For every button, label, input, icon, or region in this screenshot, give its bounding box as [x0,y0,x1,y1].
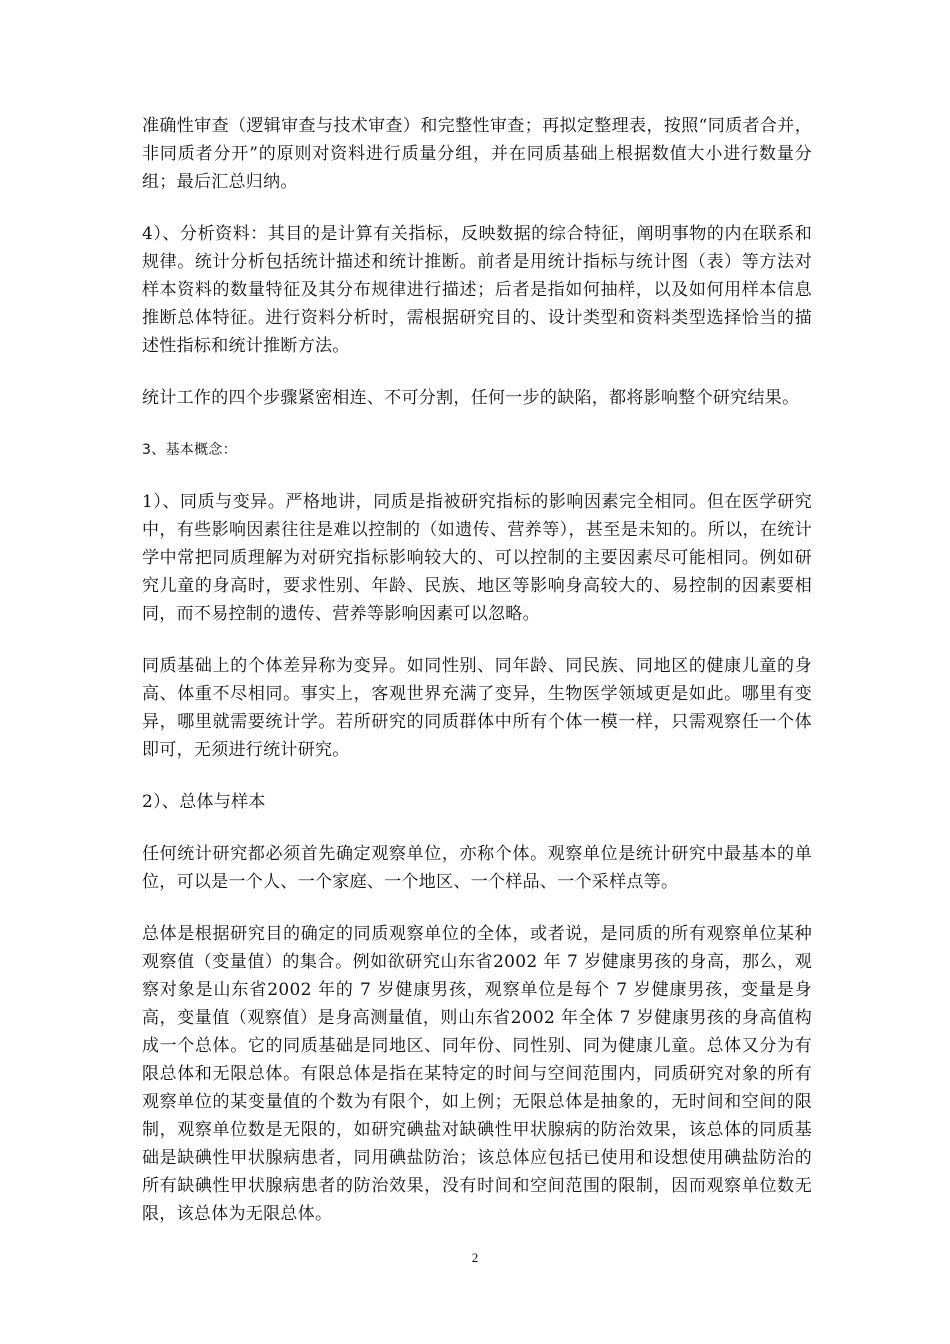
document-body [142,112,812,1252]
paragraph-analysis: 4）、分析资料：其目的是计算有关指标，反映数据的综合特征，阐明事物的内在联系和规律。统计分析包括统计描述和统计推断。前者是用统计指标与统计图（表）等方法对样本资料的数量特征及其分布规律进行描述；后者是指如何抽样，以及如何用样本信息推断总体特征。进行资料分析时，需根据研究目的、设计类型和资料类型选择恰当的描述性指标和统计推断方法。 [142,224,812,356]
paragraph-data-review: 准确性审查（逻辑审查与技术审查）和完整性审查；再拟定整理表，按照“同质者合并，非同质者分开”的原则对资料进行质量分组，并在同质基础上根据数值大小进行数量分组；最后汇总归纳。 [142,116,812,192]
page-number: 2 [471,1250,479,1265]
paragraph-population: 总体是根据研究目的确定的同质观察单位的全体，或者说，是同质的所有观察单位某种观察值（变量值）的集合。例如欲研究山东省2002 年 7 岁健康男孩的身高，那么，观察对象是山东省2002 年的 7 岁健康男孩，观察单位是每个 7 岁健康男孩，变量是身高，变量值（观察值）是身高测量值，则山东省2002 年全体 7 岁健康男孩的身高值构成一个总体。它的同质基础是同地区、同年份、同性别、同为健康儿童。总体又分为有限总体和无限总体。有限总体是指在某特定的时间与空间范围内，同质研究对象的所有观察单位的某变量值的个数为有限个，如上例；无限总体是抽象的，无时间和空间的限制，观察单位数是无限的，如研究碘盐对缺碘性甲状腺病的防治效果，该总体的同质基础是缺碘性甲状腺病患者，同用碘盐防治；该总体应包括已使用和设想使用碘盐防治的所有缺碘性甲状腺病患者的防治效果，没有时间和空间范围的限制，因而观察单位数无限，该总体为无限总体。 [142,924,812,1224]
paragraph-four-steps: 统计工作的四个步骤紧密相连、不可分割，任何一步的缺陷，都将影响整个研究结果。 [142,388,800,408]
section-heading-basic-concepts: 3、基本概念： [142,442,238,458]
paragraph-homogeneity: 1）、同质与变异。严格地讲，同质是指被研究指标的影响因素完全相同。但在医学研究中，有些影响因素往往是难以控制的（如遗传、营养等），甚至是未知的。所以，在统计学中常把同质理解为对研究指标影响较大的、可以控制的主要因素尽可能相同。例如研究儿童的身高时，要求性别、年龄、民族、地区等影响身高较大的、易控制的因素要相同，而不易控制的遗传、营养等影响因素可以忽略。 [142,492,812,624]
paragraph-variation: 同质基础上的个体差异称为变异。如同性别、同年龄、同民族、同地区的健康儿童的身高、体重不尽相同。事实上，客观世界充满了变异，生物医学领域更是如此。哪里有变异，哪里就需要统计学。若所研究的同质群体中所有个体一模一样，只需观察任一个体即可，无须进行统计研究。 [142,656,812,760]
paragraph-observation-unit: 任何统计研究都必须首先确定观察单位，亦称个体。观察单位是统计研究中最基本的单位，可以是一个人、一个家庭、一个地区、一个样品、一个采样点等。 [142,844,812,892]
subheading-population-sample: 2）、总体与样本 [142,792,266,812]
